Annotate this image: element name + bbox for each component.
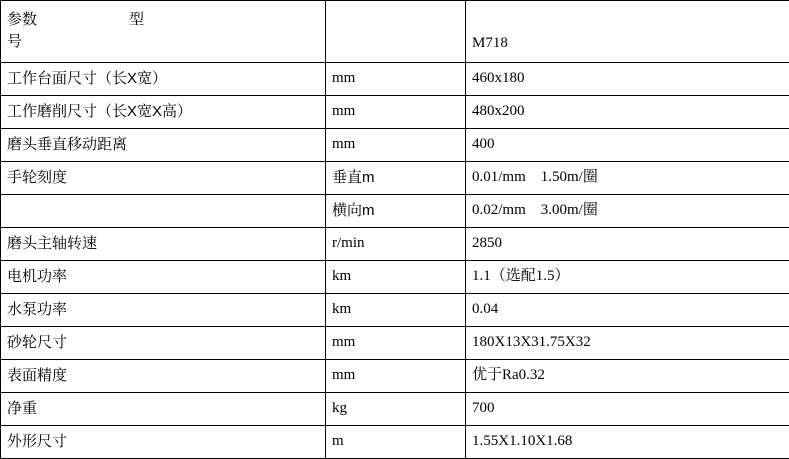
row-parameter: 净重 bbox=[1, 393, 326, 426]
row-unit: mm bbox=[326, 327, 466, 360]
row-unit: 横向m bbox=[326, 195, 466, 228]
row-unit: mm bbox=[326, 129, 466, 162]
header-unit-cell bbox=[326, 1, 466, 63]
row-value: 1.55X1.10X1.68 bbox=[466, 426, 789, 459]
table-row bbox=[1, 393, 789, 426]
row-value: 460x180 bbox=[466, 63, 789, 96]
table-row bbox=[1, 63, 789, 96]
row-unit: mm bbox=[326, 63, 466, 96]
row-unit: km bbox=[326, 294, 466, 327]
row-unit: mm bbox=[326, 360, 466, 393]
row-parameter: 磨头主轴转速 bbox=[1, 228, 326, 261]
row-parameter: 砂轮尺寸 bbox=[1, 327, 326, 360]
row-value: 0.04 bbox=[466, 294, 789, 327]
row-parameter: 电机功率 bbox=[1, 261, 326, 294]
header-model-cell bbox=[466, 1, 789, 63]
row-value: 480x200 bbox=[466, 96, 789, 129]
row-parameter: 工作磨削尺寸（长X宽X高） bbox=[1, 96, 326, 129]
row-value: 700 bbox=[466, 393, 789, 426]
table-row bbox=[1, 96, 789, 129]
table-row bbox=[1, 129, 789, 162]
table-row bbox=[1, 261, 789, 294]
row-unit: km bbox=[326, 261, 466, 294]
table-row bbox=[1, 294, 789, 327]
row-parameter: 工作台面尺寸（长X宽） bbox=[1, 63, 326, 96]
row-value: 1.1（选配1.5） bbox=[466, 261, 789, 294]
table-header-row bbox=[1, 1, 789, 63]
row-parameter: 水泵功率 bbox=[1, 294, 326, 327]
row-value: 0.01/mm 1.50m/圈 bbox=[466, 162, 789, 195]
header-model-label-part2: 号 bbox=[7, 31, 319, 53]
row-value: 400 bbox=[466, 129, 789, 162]
header-model-label-part1: 型 bbox=[129, 9, 144, 31]
row-parameter: 外形尺寸 bbox=[1, 426, 326, 459]
table-row bbox=[1, 426, 789, 459]
row-parameter bbox=[1, 195, 326, 228]
table-row bbox=[1, 360, 789, 393]
row-unit: r/min bbox=[326, 228, 466, 261]
row-parameter: 表面精度 bbox=[1, 360, 326, 393]
row-unit: 垂直m bbox=[326, 162, 466, 195]
header-parameter-label: 参数 bbox=[7, 9, 37, 31]
model-name: M718 bbox=[472, 7, 783, 55]
row-value: 2850 bbox=[466, 228, 789, 261]
row-unit: m bbox=[326, 426, 466, 459]
table-row bbox=[1, 162, 789, 195]
row-parameter: 手轮刻度 bbox=[1, 162, 326, 195]
table-body bbox=[1, 1, 789, 459]
row-unit: kg bbox=[326, 393, 466, 426]
row-unit: mm bbox=[326, 96, 466, 129]
table-row bbox=[1, 327, 789, 360]
row-value: 0.02/mm 3.00m/圈 bbox=[466, 195, 789, 228]
table-row bbox=[1, 195, 789, 228]
table-row bbox=[1, 228, 789, 261]
row-value: 180X13X31.75X32 bbox=[466, 327, 789, 360]
header-parameter-cell bbox=[1, 1, 326, 63]
row-value: 优于Ra0.32 bbox=[466, 360, 789, 393]
row-parameter: 磨头垂直移动距离 bbox=[1, 129, 326, 162]
